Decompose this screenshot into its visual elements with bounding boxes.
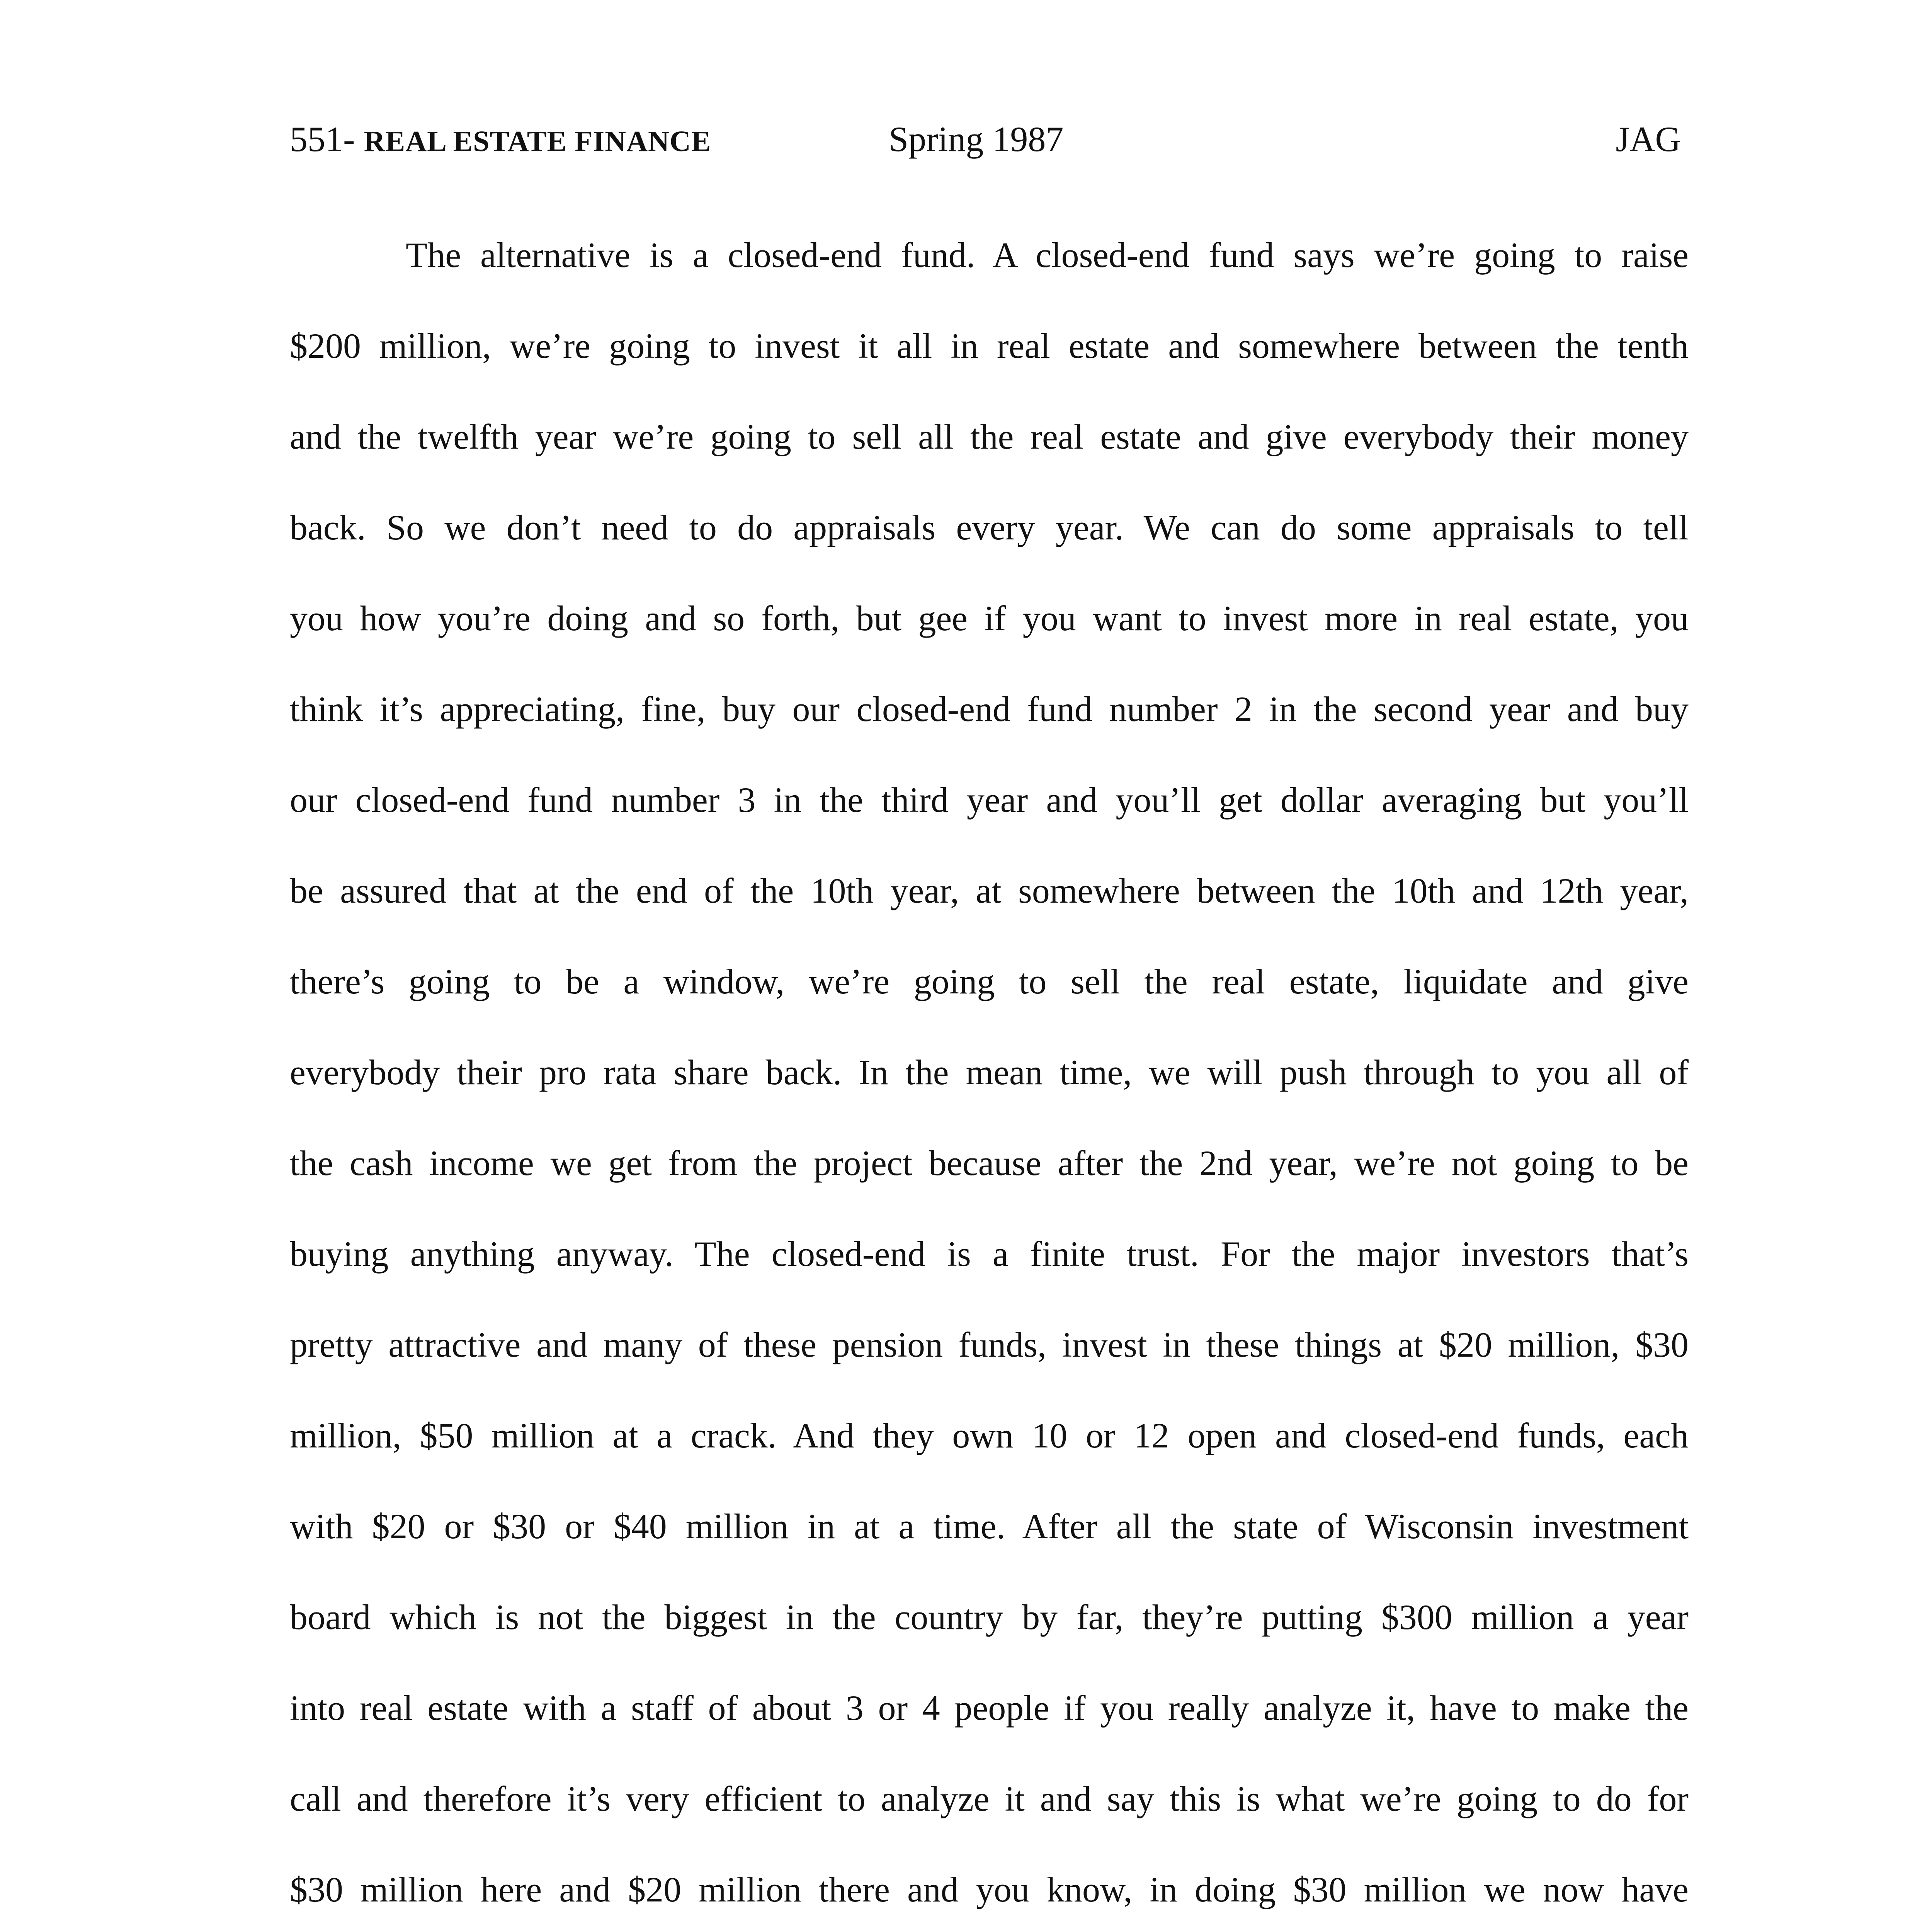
text-line: board which is not the biggest in the country by far, they’re putting $300 million a year bbox=[290, 1597, 1689, 1637]
term-label: Spring 1987 bbox=[889, 119, 1064, 159]
text-line: think it’s appreciating, fine, buy our closed-end fund number 2 in the second year and buy bbox=[290, 689, 1689, 729]
course-title: REAL ESTATE FINANCE bbox=[364, 125, 711, 158]
text-line: into real estate with a staff of about 3 or 4 people if you really analyze it, have to make the bbox=[290, 1688, 1689, 1728]
text-line: our closed-end fund number 3 in the third year and you’ll get dollar averaging but you’ll bbox=[290, 780, 1689, 820]
text-line: buying anything anyway. The closed-end is a finite trust. For the major investors that’s bbox=[290, 1234, 1689, 1274]
text-line: The alternative is a closed-end fund. A closed-end fund says we’re going to raise bbox=[406, 235, 1689, 275]
text-line: the cash income we get from the project because after the 2nd year, we’re not going to be bbox=[290, 1143, 1689, 1183]
course-heading bbox=[290, 116, 711, 165]
text-line: pretty attractive and many of these pension funds, invest in these things at $20 million, $30 bbox=[290, 1325, 1689, 1364]
transcript-body bbox=[290, 232, 1689, 1932]
text-line: there’s going to be a window, we’re going to sell the real estate, liquidate and give bbox=[290, 962, 1689, 1001]
text-line: back. So we don’t need to do appraisals every year. We can do some appraisals to tell bbox=[290, 508, 1689, 547]
text-line: with $20 or $30 or $40 million in at a time. After all the state of Wisconsin investment bbox=[290, 1507, 1689, 1546]
text-line: you how you’re doing and so forth, but gee if you want to invest more in real estate, you bbox=[290, 599, 1689, 638]
text-line: and the twelfth year we’re going to sell all the real estate and give everybody their money bbox=[290, 417, 1689, 456]
author-initials: JAG bbox=[1616, 119, 1681, 159]
text-line: $200 million, we’re going to invest it all in real estate and somewhere between the tenth bbox=[290, 326, 1689, 366]
text-line: everybody their pro rata share back. In the mean time, we will push through to you all of bbox=[290, 1053, 1689, 1092]
text-line: $30 million here and $20 million there and you know, in doing $30 million we now have bbox=[290, 1870, 1689, 1909]
text-line: be assured that at the end of the 10th year, at somewhere between the 10th and 12th year, bbox=[290, 871, 1689, 910]
course-number: 551- bbox=[290, 119, 355, 159]
page-header bbox=[290, 116, 1681, 162]
text-line: call and therefore it’s very efficient to analyze it and say this is what we’re going to do for bbox=[290, 1779, 1689, 1818]
text-line: million, $50 million at a crack. And they own 10 or 12 open and closed-end funds, each bbox=[290, 1416, 1689, 1455]
